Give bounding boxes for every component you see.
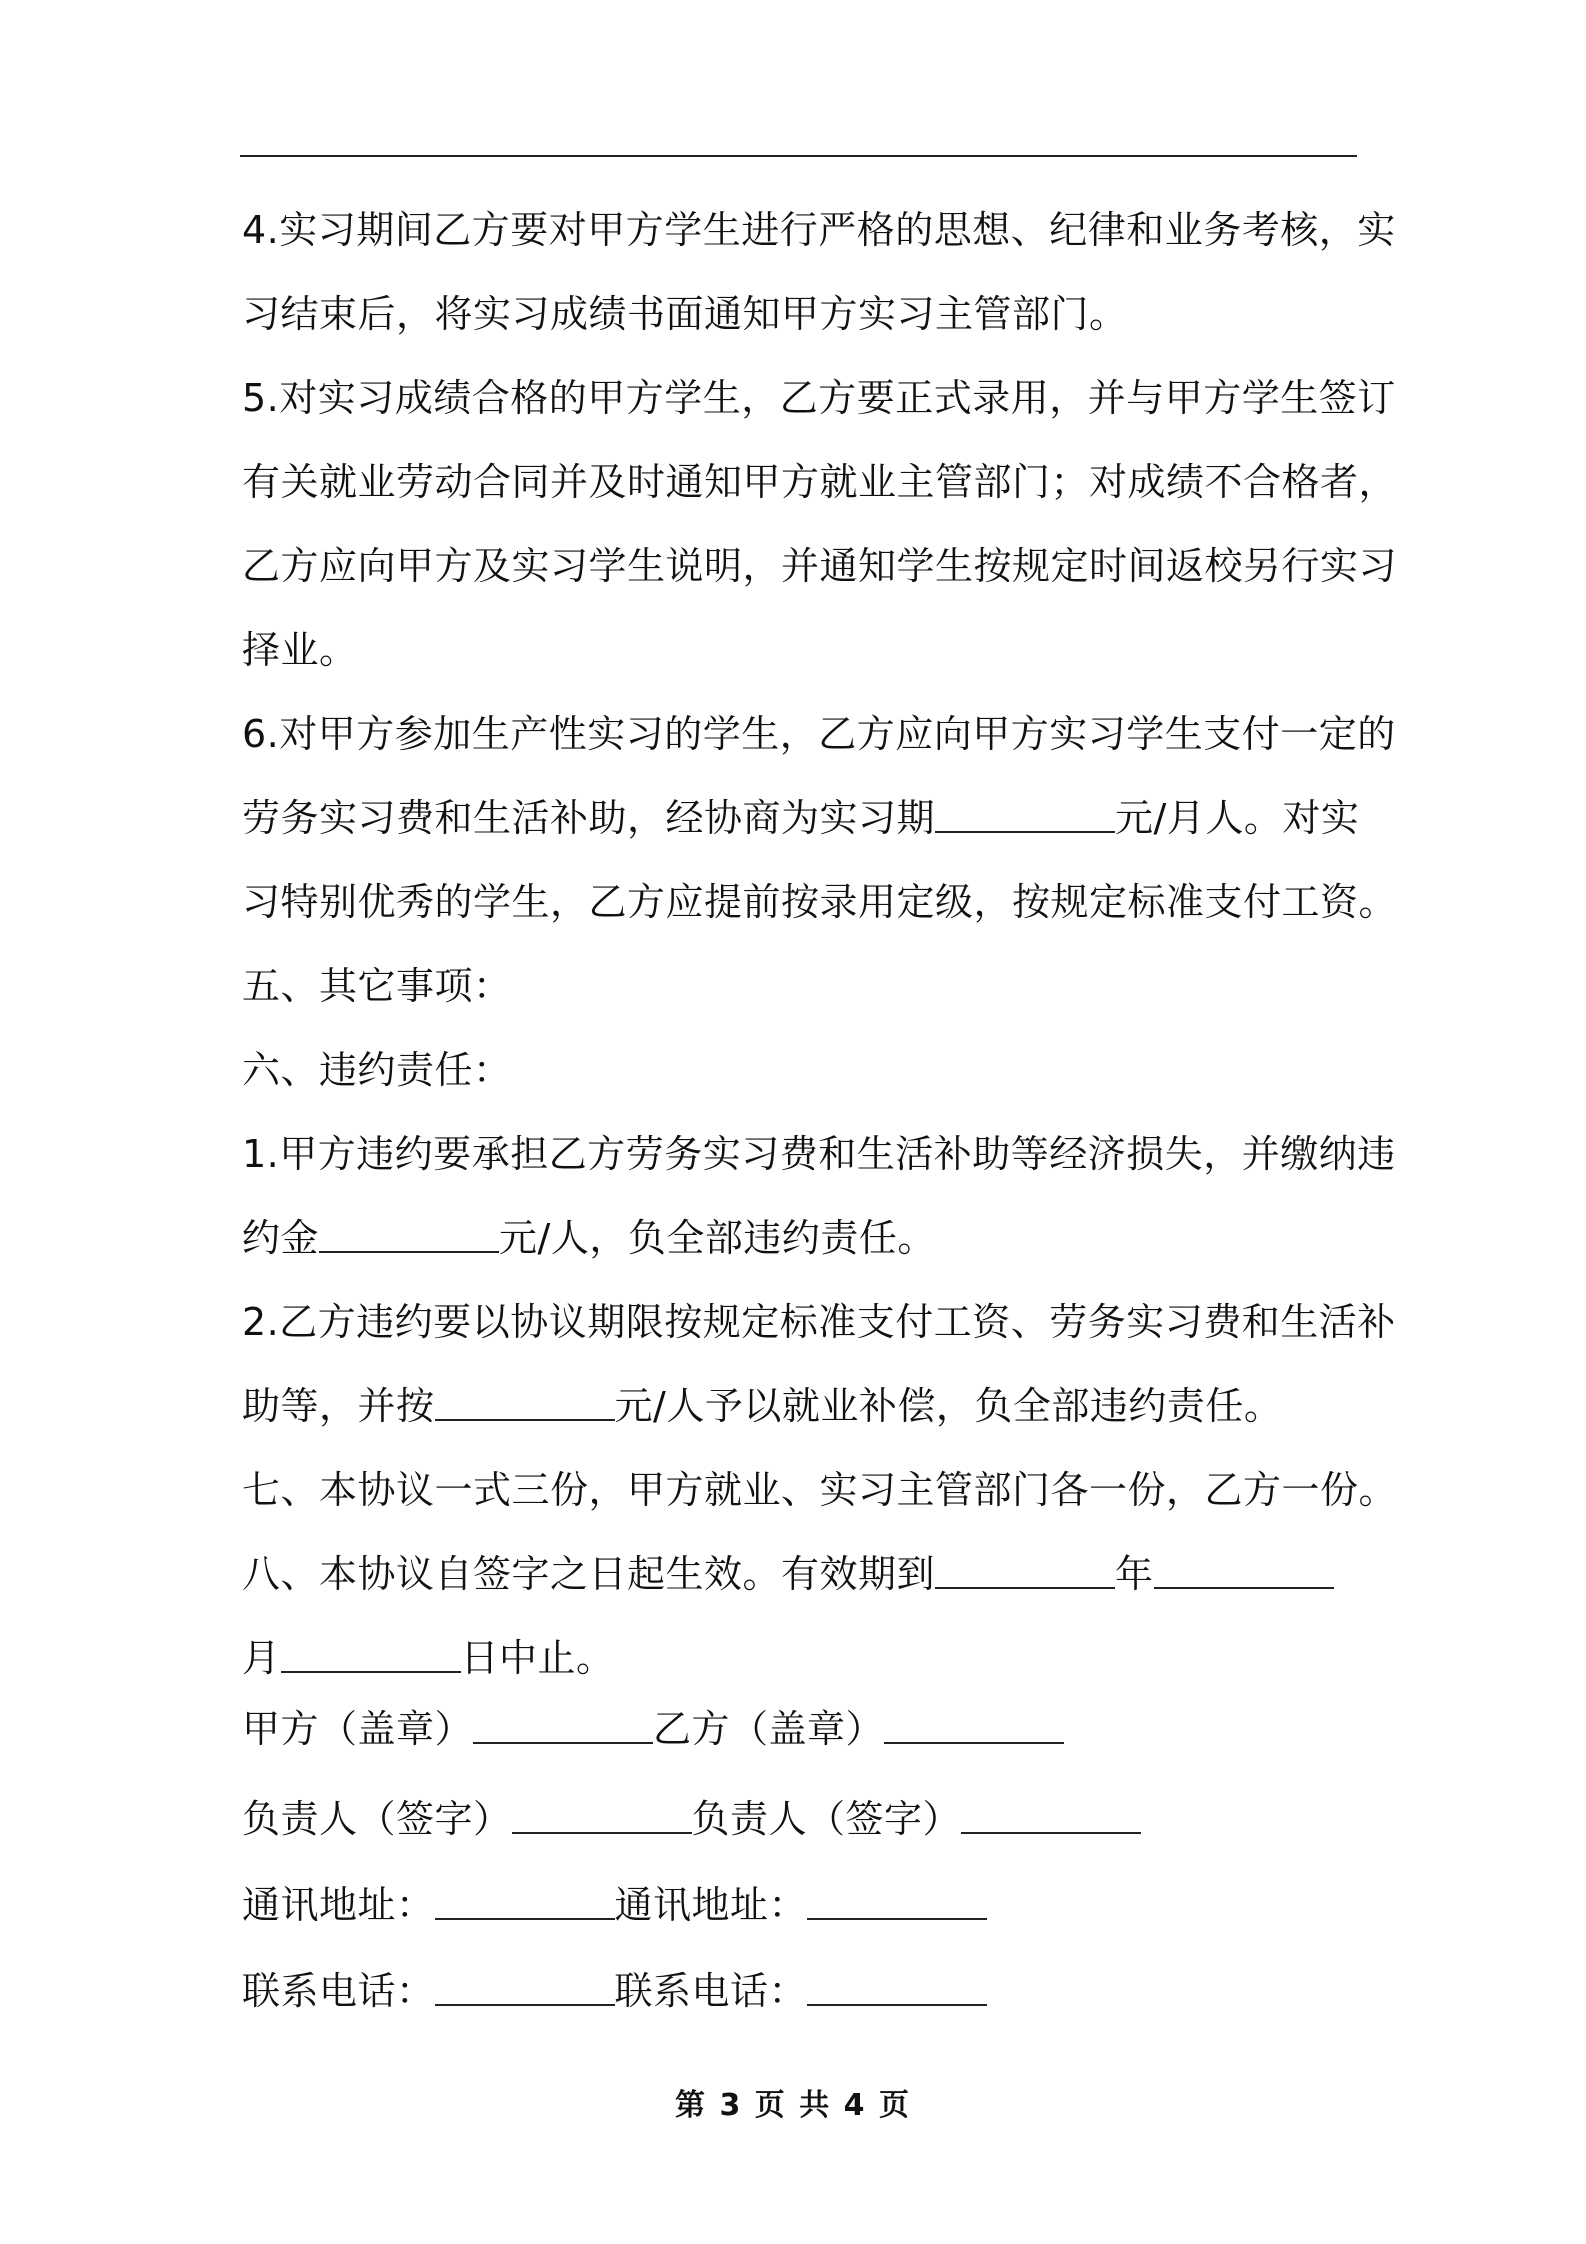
text-line: 4.实习期间乙方要对甲方学生进行严格的思想、纪律和业务考核，实: [242, 208, 1396, 252]
signature-row-phone: [242, 1960, 987, 2015]
text-line: [242, 776, 1360, 860]
text-line: 2.乙方违约要以协议期限按规定标准支付工资、劳务实习费和生活补: [242, 1300, 1396, 1344]
address-a-blank: [435, 1884, 615, 1920]
phone-b-label: 联系电话：: [614, 1969, 808, 2013]
text-line: 乙方应向甲方及实习学生说明，并通知学生按规定时间返校另行实习: [242, 544, 1398, 588]
phone-a-blank: [435, 1970, 615, 2006]
page-footer: 第 3 页 共 4 页: [675, 2088, 911, 2123]
text-line: 有关就业劳动合同并及时通知甲方就业主管部门；对成绩不合格者，: [242, 460, 1398, 504]
text-line: 习结束后，将实习成绩书面通知甲方实习主管部门。: [242, 292, 1128, 336]
party-b-person-blank: [961, 1798, 1141, 1834]
fill-blank-stipend: [935, 797, 1115, 833]
text-line: 择业。: [242, 628, 358, 672]
text-line: [242, 1532, 1357, 1616]
address-b-blank: [807, 1884, 987, 1920]
party-a-seal-label: 甲方（盖章）: [242, 1707, 474, 1751]
fill-blank-penalty: [319, 1217, 499, 1253]
text-line: 5.对实习成绩合格的甲方学生，乙方要正式录用，并与甲方学生签订: [242, 376, 1396, 420]
fill-blank-day: [281, 1637, 461, 1673]
phone-a-label: 联系电话：: [242, 1969, 435, 2013]
phone-b-blank: [807, 1970, 987, 2006]
party-b-person-label: 负责人（签字）: [691, 1797, 962, 1841]
text-segment: 元/月人。对实: [1115, 796, 1360, 840]
text-line: [242, 1196, 1357, 1280]
document-body: [242, 188, 1398, 1700]
address-b-label: 通讯地址：: [614, 1883, 808, 1927]
party-b-seal-label: 乙方（盖章）: [653, 1707, 885, 1751]
text-line: 1.甲方违约要承担乙方劳务实习费和生活补助等经济损失，并缴纳违: [242, 1132, 1396, 1176]
address-a-label: 通讯地址：: [242, 1883, 435, 1927]
text-line: 七、本协议一式三份，甲方就业、实习主管部门各一份，乙方一份。: [242, 1468, 1398, 1512]
signature-row-address: [242, 1874, 987, 1929]
text-line: 习特别优秀的学生，乙方应提前按录用定级，按规定标准支付工资。: [242, 880, 1398, 924]
text-line: [242, 1616, 1357, 1700]
text-segment: 年: [1115, 1552, 1154, 1596]
section-heading: 五、其它事项：: [242, 964, 512, 1008]
text-line: 6.对甲方参加生产性实习的学生，乙方应向甲方实习学生支付一定的: [242, 712, 1396, 756]
text-segment: 元/人予以就业补偿，负全部违约责任。: [614, 1384, 1283, 1428]
party-a-seal-blank: [473, 1708, 653, 1744]
signature-row-person: [242, 1788, 1141, 1843]
text-line: [242, 1364, 1357, 1448]
text-segment: 劳务实习费和生活补助，经协商为实习期: [242, 796, 936, 840]
signature-row-seal: [242, 1698, 1064, 1753]
text-segment: 约金: [242, 1216, 320, 1260]
section-heading: 六、违约责任：: [242, 1048, 512, 1092]
fill-blank-year: [935, 1553, 1115, 1589]
text-segment: 元/人，负全部违约责任。: [499, 1216, 936, 1260]
text-segment: 八、本协议自签字之日起生效。有效期到: [242, 1552, 936, 1596]
text-segment: 日中止。: [460, 1636, 615, 1680]
text-segment: 助等，并按: [242, 1384, 435, 1428]
party-a-person-label: 负责人（签字）: [242, 1797, 512, 1841]
party-a-person-blank: [512, 1798, 692, 1834]
header-rule: [240, 155, 1357, 157]
fill-blank-month: [1154, 1553, 1334, 1589]
party-b-seal-blank: [884, 1708, 1064, 1744]
fill-blank-compensation: [435, 1385, 615, 1421]
text-segment: 月: [242, 1636, 281, 1680]
